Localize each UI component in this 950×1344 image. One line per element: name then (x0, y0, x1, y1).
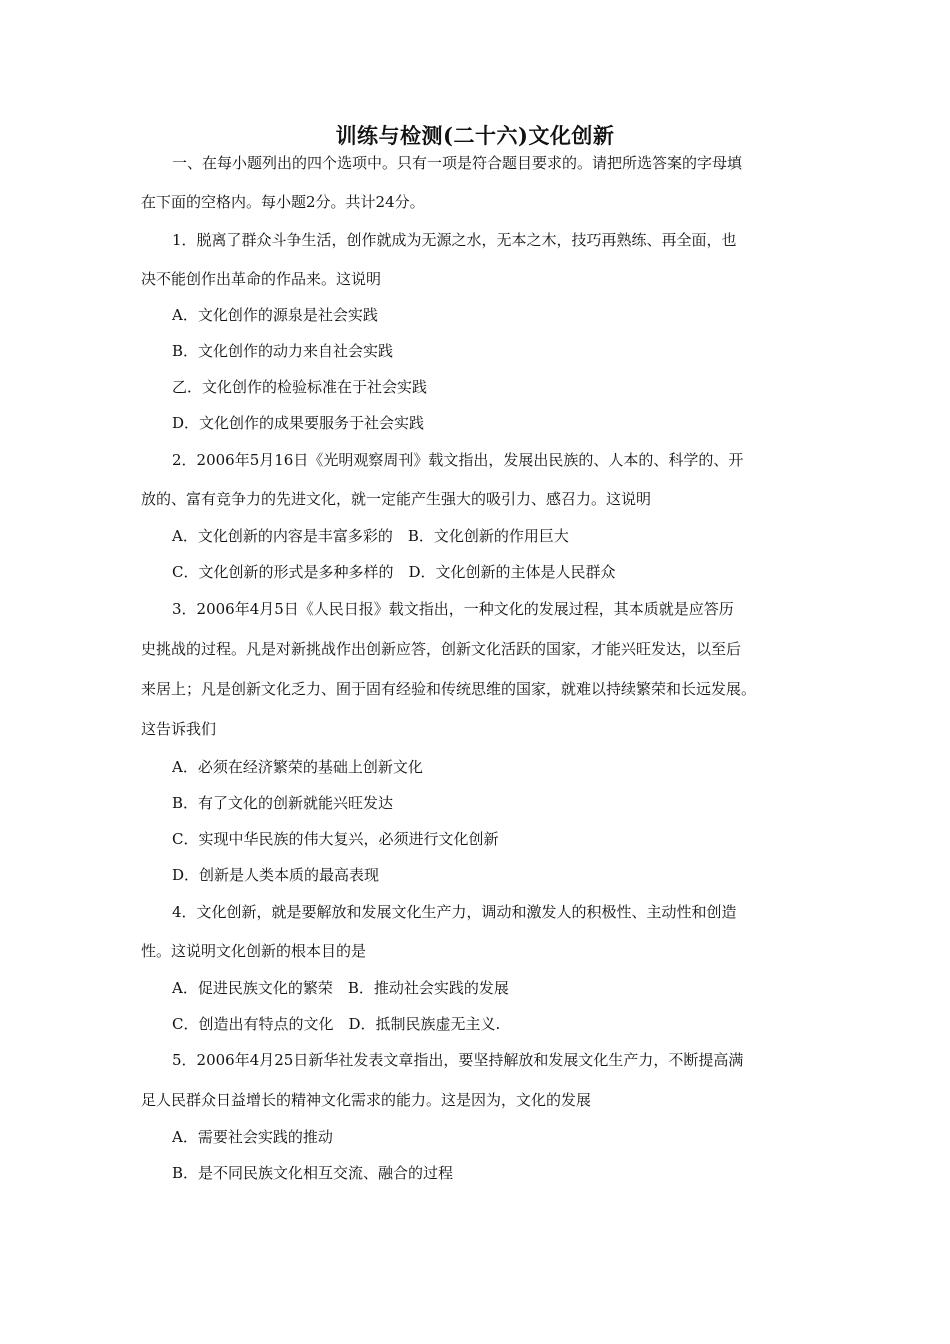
question-1-option-a: A．文化创作的源泉是社会实践 (172, 306, 378, 324)
question-1-option-b: B．文化创作的动力来自社会实践 (172, 342, 394, 360)
document-title: 训练与检测(二十六)文化创新 (335, 123, 615, 148)
question-3-option-b: B．有了文化的创新就能兴旺发达 (172, 794, 394, 812)
question-3-line-4: 这告诉我们 (141, 720, 217, 738)
question-5-line-1: 5．2006年4月25日新华社发表文章指出，要坚持解放和发展文化生产力，不断提高满 (172, 1051, 744, 1069)
question-4-line-2: 性。这说明文化创新的根本目的是 (141, 942, 367, 960)
question-4-options-ab: A．促进民族文化的繁荣 B．推动社会实践的发展 (172, 979, 509, 997)
question-4-options-cd: C．创造出有特点的文化 D．抵制民族虚无主义. (172, 1015, 501, 1033)
question-3-option-d: D．创新是人类本质的最高表现 (172, 866, 380, 884)
question-2-options-cd: C．文化创新的形式是多种多样的 D．文化创新的主体是人民群众 (172, 563, 616, 581)
question-1-option-c: 乙．文化创作的检验标准在于社会实践 (172, 378, 428, 396)
section-instruction-line-1: 一、在每小题列出的四个选项中。只有一项是符合题目要求的。请把所选答案的字母填 (172, 154, 743, 172)
question-3-line-3: 来居上；凡是创新文化乏力、囿于固有经验和传统思维的国家，就难以持续繁荣和长远发展。 (141, 680, 757, 698)
question-3-option-c: C．实现中华民族的伟大复兴，必须进行文化创新 (172, 830, 499, 848)
question-1-line-1: 1．脱离了群众斗争生活，创作就成为无源之水，无本之木，技巧再熟练、再全面，也 (172, 231, 737, 249)
section-instruction-line-2: 在下面的空格内。每小题2分。共计24分。 (141, 193, 425, 211)
question-2-options-ab: A．文化创新的内容是丰富多彩的 B．文化创新的作用巨大 (172, 527, 569, 545)
question-5-line-2: 足人民群众日益增长的精神文化需求的能力。这是因为，文化的发展 (141, 1091, 592, 1109)
question-5-option-a: A．需要社会实践的推动 (172, 1128, 333, 1146)
question-5-option-b: B．是不同民族文化相互交流、融合的过程 (172, 1164, 454, 1182)
question-3-line-1: 3．2006年4月5日《人民日报》载文指出，一种文化的发展过程，其本质就是应答历 (172, 600, 734, 618)
question-1-option-d: D．文化创作的成果要服务于社会实践 (172, 414, 425, 432)
question-2-line-1: 2．2006年5月16日《光明观察周刊》载文指出，发展出民族的、人本的、科学的、开 (172, 451, 744, 469)
question-2-line-2: 放的、富有竞争力的先进文化，就一定能产生强大的吸引力、感召力。这说明 (141, 490, 652, 508)
question-4-line-1: 4．文化创新，就是要解放和发展文化生产力，调动和激发人的积极性、主动性和创造 (172, 903, 737, 921)
question-3-option-a: A．必须在经济繁荣的基础上创新文化 (172, 758, 423, 776)
question-3-line-2: 史挑战的过程。凡是对新挑战作出创新应答，创新文化活跃的国家，才能兴旺发达，以至后 (141, 640, 742, 658)
question-1-line-2: 决不能创作出革命的作品来。这说明 (141, 270, 382, 288)
